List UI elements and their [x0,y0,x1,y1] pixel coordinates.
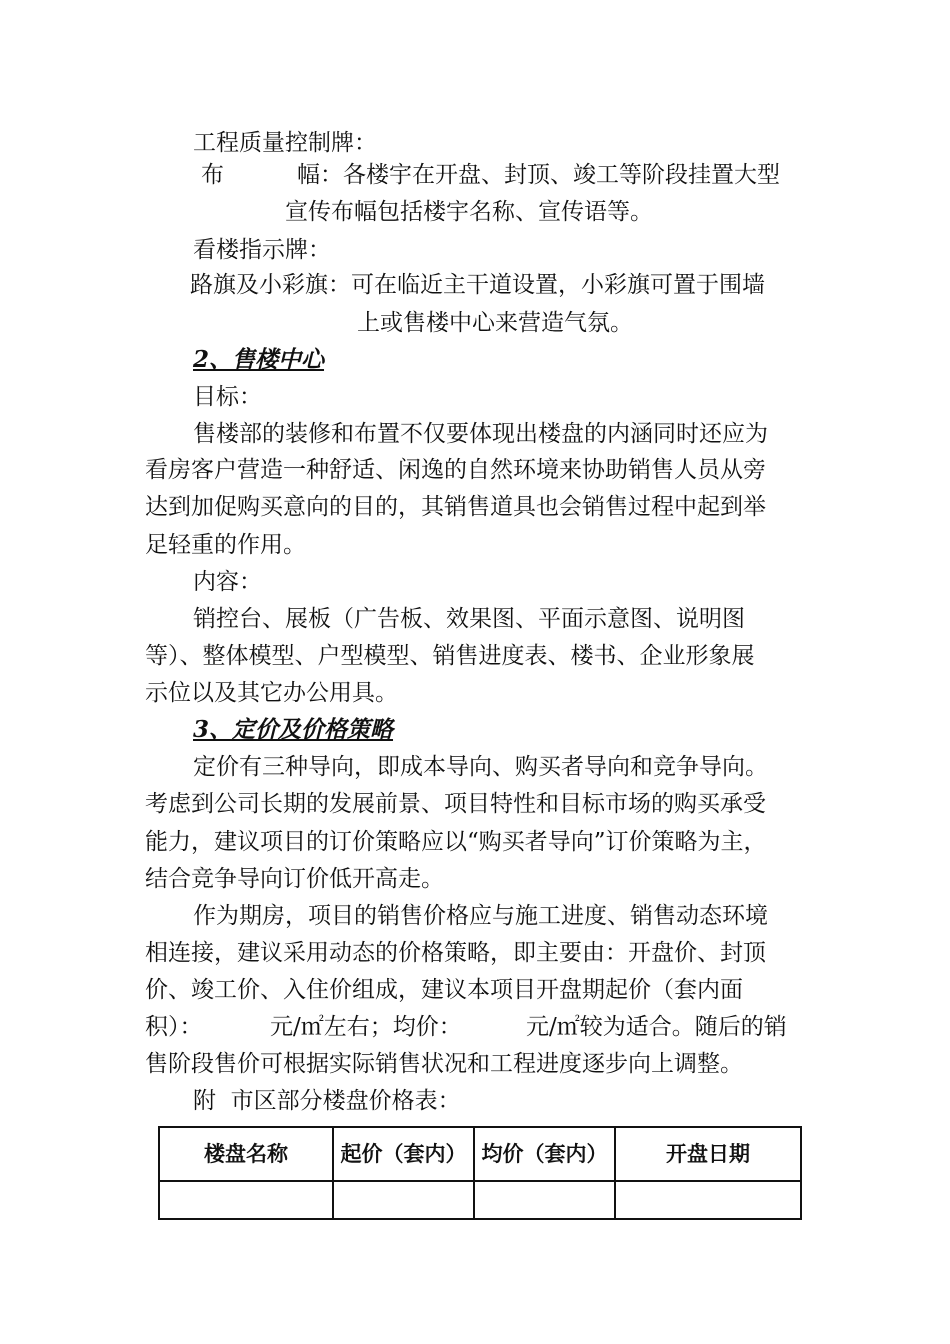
line-para3-3: 能力，建议项目的订价策略应以“购买者导向”订价策略为主， [145,829,767,855]
table-header-row [159,1127,801,1181]
table-header-avg-price: 均价（套内） [474,1127,615,1181]
line-flags: 路旗及小彩旗：可在临近主干道设置，小彩旗可置于围墙 [190,272,765,298]
line-para4-1: 作为期房，项目的销售价格应与施工进度、销售动态环境 [193,903,768,929]
line-para3-4: 结合竞争导向订价低开高走。 [145,866,444,892]
line-table-caption: 附 市区部分楼盘价格表： [193,1088,461,1114]
line-para2-1: 销控台、展板（广告板、效果图、平面示意图、说明图 [193,606,745,632]
line-para4-4b: 元/㎡左右；均价： [270,1014,462,1040]
line-para4-2: 相连接，建议采用动态的价格策略，即主要由：开盘价、封顶 [145,940,766,966]
line-banner-cont: 宣传布幅包括楼宇名称、宣传语等。 [285,199,653,225]
line-quality-sign: 工程质量控制牌： [193,130,377,156]
table-cell [333,1181,474,1219]
line-para1-2: 看房客户营造一种舒适、闲逸的自然环境来协助销售人员从旁 [145,457,766,483]
table-row [159,1181,801,1219]
line-para3-1: 定价有三种导向，即成本导向、购买者导向和竞争导向。 [193,754,768,780]
table-cell [615,1181,801,1219]
table-cell [474,1181,615,1219]
line-flags-cont: 上或售楼中心来营造气氛。 [357,310,633,336]
table-header-name: 楼盘名称 [159,1127,333,1181]
table-header-start-price: 起价（套内） [333,1127,474,1181]
line-para1-1: 售楼部的装修和布置不仅要体现出楼盘的内涵同时还应为 [193,421,768,447]
line-para4-3: 价、竣工价、入住价组成，建议本项目开盘期起价（套内面 [145,977,743,1003]
price-table [158,1126,802,1220]
line-para4-4a: 积）： [145,1014,203,1040]
line-para2-2: 等）、整体模型、户型模型、销售进度表、楼书、企业形象展 [145,643,755,669]
line-guide-sign: 看楼指示牌： [193,237,331,263]
section-heading-pricing: 3、定价及价格策略 [193,716,394,743]
line-para1-3: 达到加促购买意向的目的，其销售道具也会销售过程中起到举 [145,494,766,520]
line-para2-3: 示位以及其它办公用具。 [145,680,398,706]
line-banner-label: 布 [201,162,224,188]
line-banner-text: 幅：各楼宇在开盘、封顶、竣工等阶段挂置大型 [297,162,780,188]
line-goal-label: 目标： [193,384,262,410]
table-cell [159,1181,333,1219]
line-para1-4: 足轻重的作用。 [145,532,306,558]
line-para4-4c: 元/㎡较为适合。随后的销 [526,1014,787,1040]
table-header-open-date: 开盘日期 [615,1127,801,1181]
line-para3-2: 考虑到公司长期的发展前景、项目特性和目标市场的购买承受 [145,791,766,817]
line-content-label: 内容： [193,569,262,595]
section-heading-sales-center: 2、售楼中心 [193,346,325,373]
line-para4-5: 售阶段售价可根据实际销售状况和工程进度逐步向上调整。 [145,1051,743,1077]
